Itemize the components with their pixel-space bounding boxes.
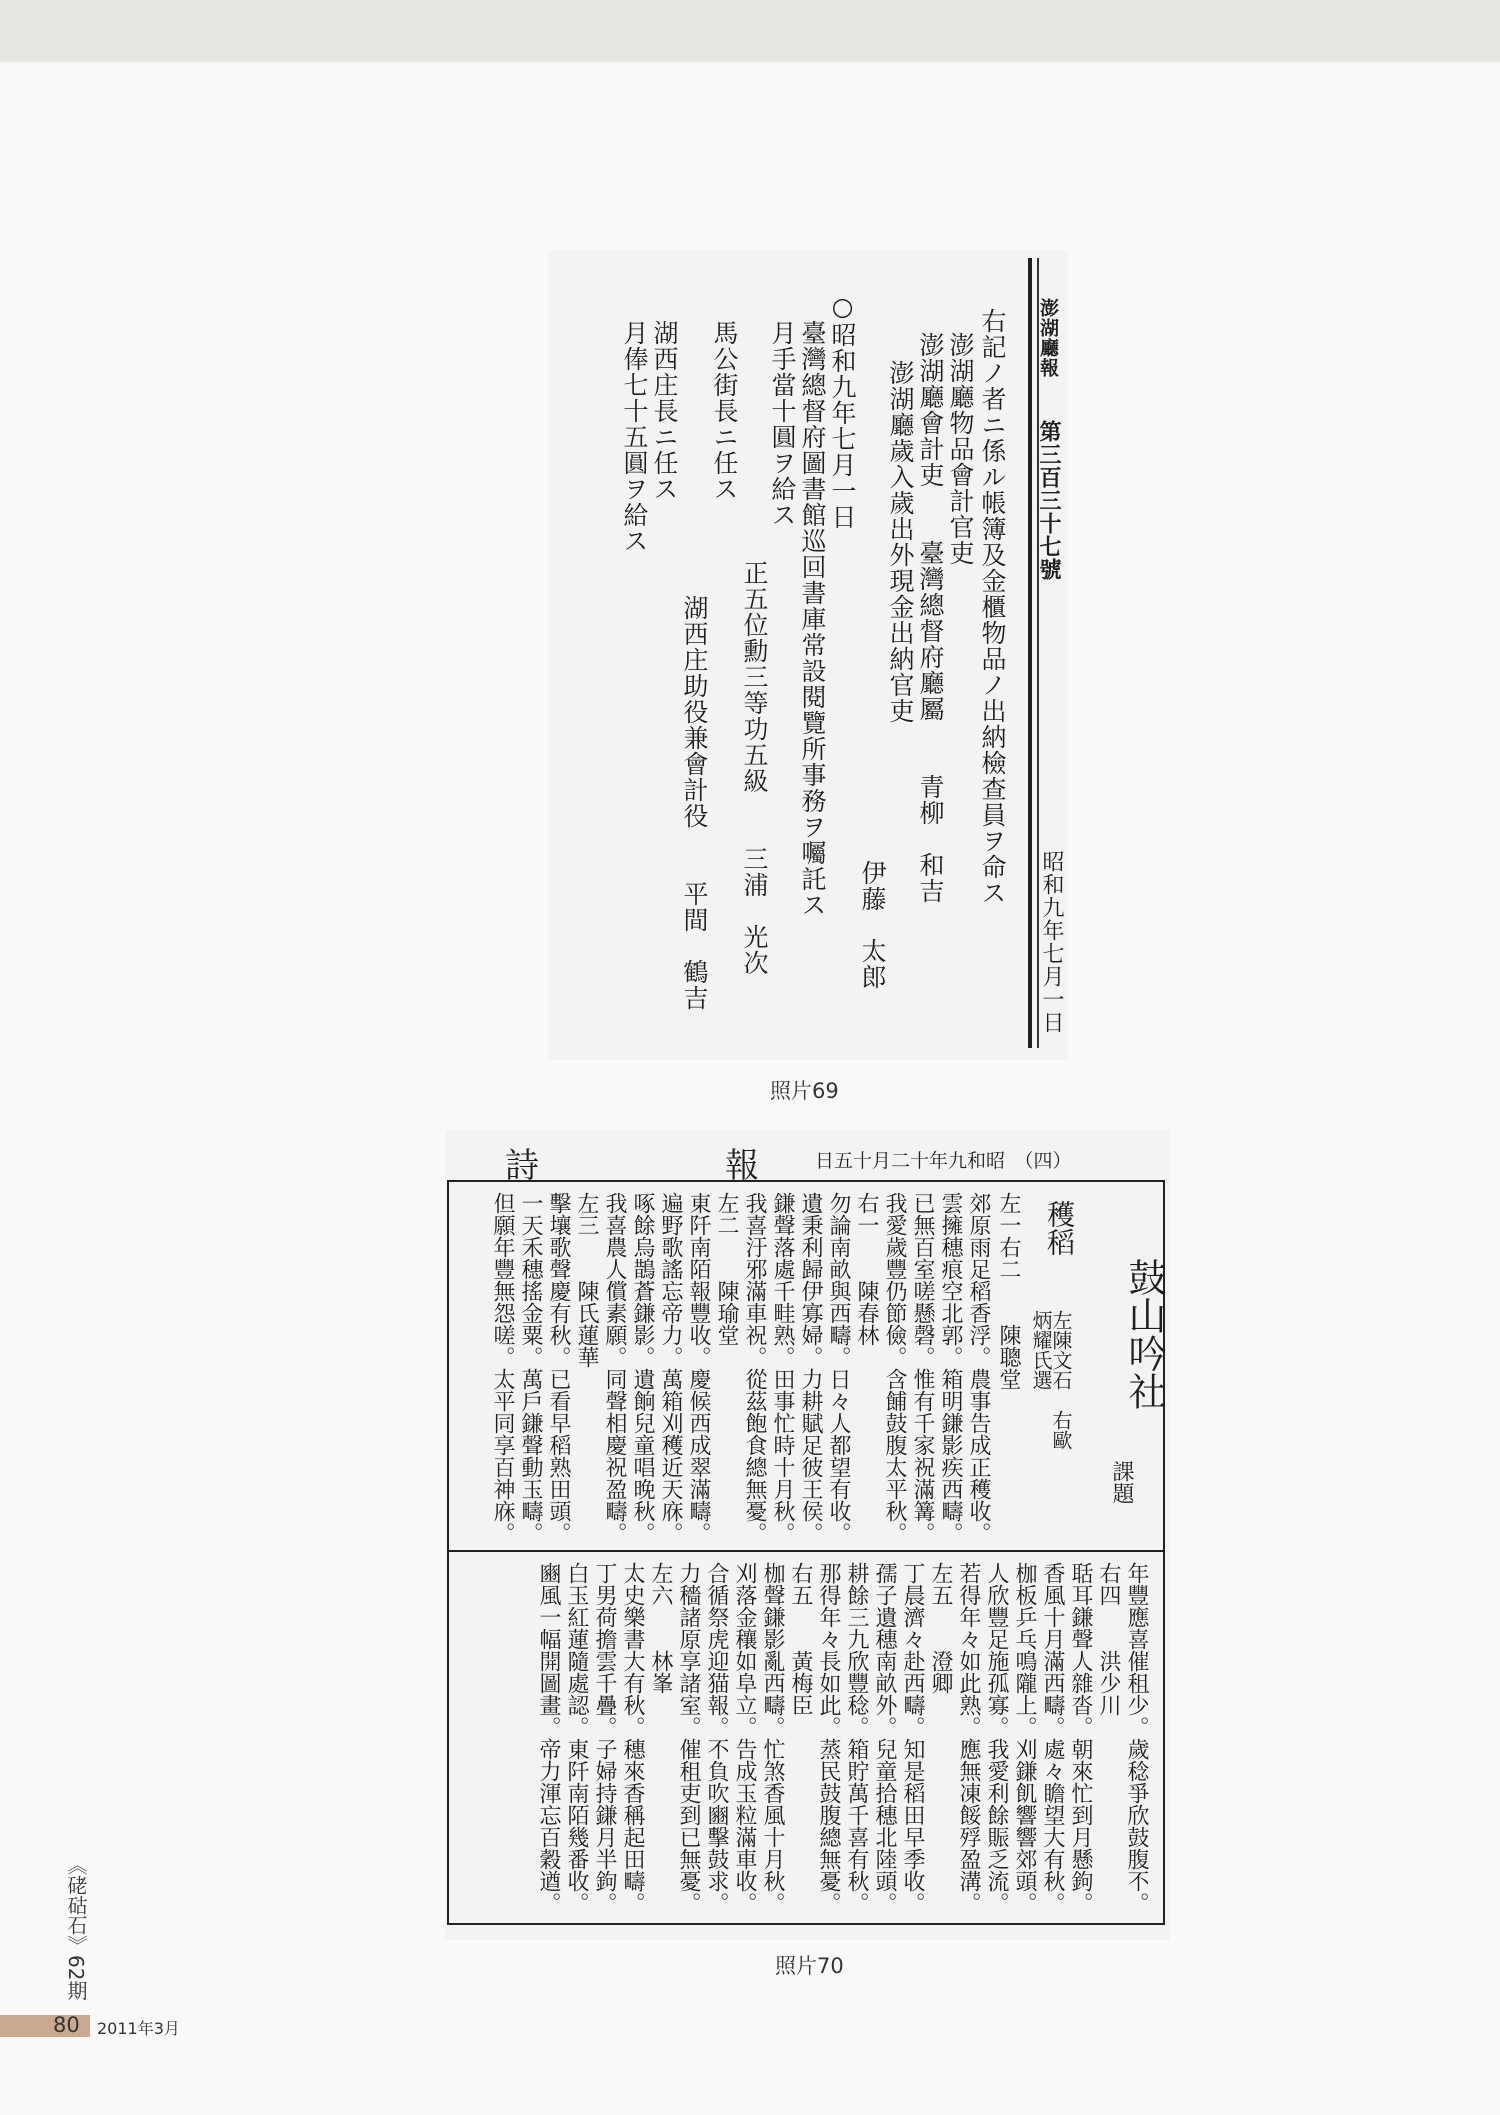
poem-line: 聒耳鎌聲人雜沓。朝來忙到月懸鉤。 xyxy=(1068,1562,1093,1914)
poem-line: 左六 林峯 xyxy=(648,1562,673,1694)
poem-line: 我喜農人償素願。同聲相慶祝盈疇。 xyxy=(602,1192,627,1544)
poem-line: 右五 黃梅臣 xyxy=(788,1562,813,1716)
poem-line: 豳風一幅開圖畫。帝力渾忘百穀遒。 xyxy=(536,1562,561,1914)
poem-line: 丁晨濟々赴西疇。知是稻田早季收。 xyxy=(900,1562,925,1914)
poem-line: 勿論南畝與西疇。日々人都望有收。 xyxy=(826,1192,851,1544)
photo-69-clipping xyxy=(548,250,1068,1060)
poem-line: 東阡南陌報豐收。慶候西成翠滿疇。 xyxy=(686,1192,711,1544)
gazette-number: 第三百三十七號 xyxy=(1036,420,1062,581)
subtitle: 課題 xyxy=(1109,1460,1134,1504)
poem-line: 右一 陳春林 xyxy=(854,1192,879,1346)
poem-line: 刈落金穰如阜立。告成玉粒滿車收。 xyxy=(732,1562,757,1914)
text-line: 澎湖廳歲入歲出外現金出納官吏 xyxy=(886,360,915,724)
gazette-date: 昭和九年七月一日 xyxy=(1039,850,1064,1034)
poem-line: 力穡諸原享諸室。催租吏到已無憂。 xyxy=(676,1562,701,1914)
text-line: 澎湖廳物品會計官吏 xyxy=(946,332,975,566)
poem-line: 擊壤歌聲慶有秋。已看早稻熟田頭。 xyxy=(546,1192,571,1544)
page-number: 80 xyxy=(53,2013,80,2037)
text-line: 正五位勳三等功五級 三浦 光次 xyxy=(740,560,769,976)
poem-line: 啄餘烏鵲蒼鎌影。遺餉兒童唱晚秋。 xyxy=(630,1192,655,1544)
poem-line: 但願年豐無怨嗟。太平同享百神庥。 xyxy=(490,1192,515,1544)
issue-date: 2011年3月 xyxy=(97,2019,180,2038)
poem-line: 枷聲鎌影亂西疇。忙煞香風十月秋。 xyxy=(760,1562,785,1914)
poem-line: 丁男荷擔雲千疊。子婦持鎌月半鉤。 xyxy=(592,1562,617,1914)
masthead-date: 日五十月二十年九和昭 （四） xyxy=(815,1150,1072,1172)
photo-69-caption: 照片69 xyxy=(770,1079,839,1103)
judges: 左陳文石 右歐炳耀氏選 xyxy=(1029,1310,1073,1450)
top-scan-band xyxy=(0,0,1500,62)
text-line: 湖西庄助役兼會計役 平間 鶴吉 xyxy=(680,595,709,1011)
text-line: 澎湖廳會計吏 臺灣總督府廳屬 青柳 和吉 xyxy=(916,332,945,904)
magazine-title: 《硓𥑮石》62期 xyxy=(64,1855,88,2001)
text-line: 伊藤 太郎 xyxy=(858,860,887,990)
photo-70-caption: 照片70 xyxy=(775,1954,844,1978)
poem-line: 我愛歲豐仍節儉。含餔鼓腹太平秋。 xyxy=(882,1192,907,1544)
poem-line: 左一右二 陳聰堂 xyxy=(996,1192,1021,1390)
poem-line: 郊原雨足稻香浮。農事告成正穫收。 xyxy=(966,1192,991,1544)
poem-line: 右四 洪少川 xyxy=(1096,1562,1121,1716)
poem-line: 人欣豐足施孤寡。我愛利餘賑乏流。 xyxy=(984,1562,1009,1914)
photo-70-clipping xyxy=(445,1130,1170,1940)
poem-line: 一天禾穗搖金粟。萬戶鎌聲動玉疇。 xyxy=(518,1192,543,1544)
poem-line: 我喜汙邪滿車祝。從茲飽食總無憂。 xyxy=(742,1192,767,1544)
poem-line: 太史樂書大有秋。穗來香稱起田疇。 xyxy=(620,1562,645,1914)
poem-line: 左三 陳氏蓮華 xyxy=(574,1192,599,1368)
gazette-name: 澎湖廳報 xyxy=(1037,298,1059,378)
poem-line: 耕餘三九欣豐稔。箱貯萬千喜有秋。 xyxy=(844,1562,869,1914)
masthead-title: 詩 報 xyxy=(505,1146,769,1186)
text-line: 臺灣總督府圖書館巡回書庫常設閱覽所事務ヲ囑託ス xyxy=(798,320,827,918)
poem-line: 遍野歌謠忘帝力。萬箱刈穫近天庥。 xyxy=(658,1192,683,1544)
poem-title: 穫稻 xyxy=(1043,1200,1076,1256)
poem-line: 枷板乒乓鳴隴上。刈鎌飢響響郊頭。 xyxy=(1012,1562,1037,1914)
poem-line: 年豐應喜催租少。歲稔爭欣鼓腹不。 xyxy=(1124,1562,1149,1914)
column-divider xyxy=(447,1550,1165,1552)
poem-line: 孺子遺穗南畝外。兒童拾穗北陸頭。 xyxy=(872,1562,897,1914)
text-line: 馬公街長ニ任ス xyxy=(710,320,739,502)
poem-line: 那得年々長如此。蒸民鼓腹總無憂。 xyxy=(816,1562,841,1914)
poem-line: 香風十月滿西疇。處々瞻望大有秋。 xyxy=(1040,1562,1065,1914)
text-line: 月手當十圓ヲ給ス xyxy=(768,320,797,528)
poem-line: 左二 陳瑜堂 xyxy=(714,1192,739,1346)
poem-line: 左五 澄卿 xyxy=(928,1562,953,1694)
text-line: 月俸七十五圓ヲ給ス xyxy=(620,320,649,554)
poem-line: 雲擁穗痕空北郭。箱明鎌影疾西疇。 xyxy=(938,1192,963,1544)
poem-line: 鎌聲落處千畦熟。田事忙時十月秋。 xyxy=(770,1192,795,1544)
poem-line: 遺秉利歸伊寡婦。力耕賦足彼王侯。 xyxy=(798,1192,823,1544)
poem-line: 若得年々如此熟。應無凍餒殍盈溝。 xyxy=(956,1562,981,1914)
poem-line: 白玉紅蓮隨處認。東阡南陌幾番收。 xyxy=(564,1562,589,1914)
society-title: 鼓山吟社 xyxy=(1122,1258,1166,1410)
text-line: 湖西庄長ニ任ス xyxy=(650,320,679,502)
text-line: ○昭和九年七月一日 xyxy=(828,292,857,530)
poem-line: 已無百室嗟懸磬。惟有千家祝滿篝。 xyxy=(910,1192,935,1544)
header-rule xyxy=(1028,258,1032,1048)
poem-line: 合循祭虎迎猫報。不負吹豳擊鼓求。 xyxy=(704,1562,729,1914)
text-line: 右記ノ者ニ係ル帳簿及金櫃物品ノ出納檢查員ヲ命ス xyxy=(978,308,1007,906)
